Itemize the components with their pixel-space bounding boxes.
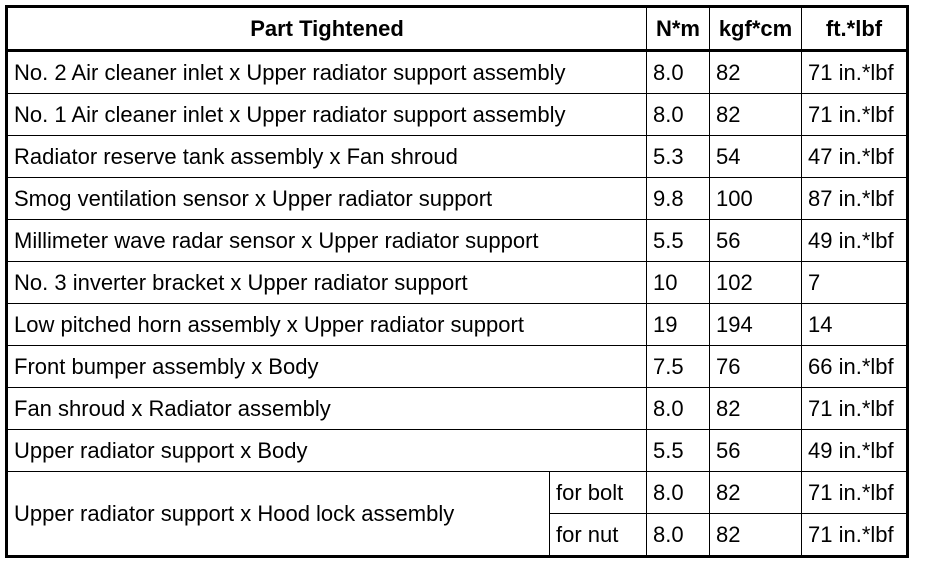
table-row <box>7 51 908 94</box>
cell-kgf-cm: 102 <box>710 262 802 304</box>
cell-ft-lbf: 7 <box>802 262 908 304</box>
table-row <box>7 94 908 136</box>
torque-spec-document <box>5 5 909 558</box>
cell-part-split: Upper radiator support x Hood lock assembly <box>7 472 550 557</box>
header-nm: N*m <box>647 7 710 51</box>
cell-part: Radiator reserve tank assembly x Fan shroud <box>7 136 647 178</box>
cell-ft-lbf: 71 in.*lbf <box>802 472 908 514</box>
cell-kgf-cm: 82 <box>710 514 802 557</box>
table-row <box>7 430 908 472</box>
table-row <box>7 262 908 304</box>
table-row <box>7 136 908 178</box>
header-ft-lbf: ft.*lbf <box>802 7 908 51</box>
table-row <box>7 220 908 262</box>
cell-kgf-cm: 56 <box>710 430 802 472</box>
cell-ft-lbf: 49 in.*lbf <box>802 430 908 472</box>
cell-nm: 8.0 <box>647 51 710 94</box>
cell-nm: 7.5 <box>647 346 710 388</box>
cell-nm: 19 <box>647 304 710 346</box>
torque-spec-table <box>5 5 909 558</box>
cell-nm: 10 <box>647 262 710 304</box>
table-row-split-bolt <box>7 472 908 514</box>
cell-ft-lbf: 71 in.*lbf <box>802 514 908 557</box>
cell-nm: 8.0 <box>647 94 710 136</box>
table-row <box>7 178 908 220</box>
cell-ft-lbf: 14 <box>802 304 908 346</box>
table-header-row <box>7 7 908 51</box>
cell-fastener-type: for nut <box>550 514 647 557</box>
cell-part: Smog ventilation sensor x Upper radiator support <box>7 178 647 220</box>
cell-ft-lbf: 66 in.*lbf <box>802 346 908 388</box>
header-kgf-cm: kgf*cm <box>710 7 802 51</box>
cell-part: No. 1 Air cleaner inlet x Upper radiator support assembly <box>7 94 647 136</box>
cell-kgf-cm: 76 <box>710 346 802 388</box>
table-row <box>7 388 908 430</box>
cell-fastener-type: for bolt <box>550 472 647 514</box>
cell-kgf-cm: 82 <box>710 94 802 136</box>
cell-ft-lbf: 49 in.*lbf <box>802 220 908 262</box>
cell-nm: 8.0 <box>647 388 710 430</box>
cell-part: Low pitched horn assembly x Upper radiator support <box>7 304 647 346</box>
cell-kgf-cm: 194 <box>710 304 802 346</box>
cell-nm: 5.5 <box>647 220 710 262</box>
cell-part: Front bumper assembly x Body <box>7 346 647 388</box>
cell-kgf-cm: 82 <box>710 472 802 514</box>
cell-ft-lbf: 47 in.*lbf <box>802 136 908 178</box>
cell-nm: 5.5 <box>647 430 710 472</box>
table-row <box>7 346 908 388</box>
cell-nm: 8.0 <box>647 472 710 514</box>
cell-nm: 5.3 <box>647 136 710 178</box>
cell-ft-lbf: 87 in.*lbf <box>802 178 908 220</box>
cell-kgf-cm: 54 <box>710 136 802 178</box>
header-part-tightened: Part Tightened <box>7 7 647 51</box>
cell-part: Upper radiator support x Body <box>7 430 647 472</box>
table-row <box>7 304 908 346</box>
cell-part: No. 2 Air cleaner inlet x Upper radiator support assembly <box>7 51 647 94</box>
cell-ft-lbf: 71 in.*lbf <box>802 51 908 94</box>
cell-ft-lbf: 71 in.*lbf <box>802 388 908 430</box>
cell-kgf-cm: 100 <box>710 178 802 220</box>
cell-part: No. 3 inverter bracket x Upper radiator support <box>7 262 647 304</box>
cell-kgf-cm: 82 <box>710 388 802 430</box>
cell-kgf-cm: 82 <box>710 51 802 94</box>
cell-part: Millimeter wave radar sensor x Upper radiator support <box>7 220 647 262</box>
cell-part: Fan shroud x Radiator assembly <box>7 388 647 430</box>
cell-nm: 9.8 <box>647 178 710 220</box>
cell-kgf-cm: 56 <box>710 220 802 262</box>
cell-nm: 8.0 <box>647 514 710 557</box>
cell-ft-lbf: 71 in.*lbf <box>802 94 908 136</box>
